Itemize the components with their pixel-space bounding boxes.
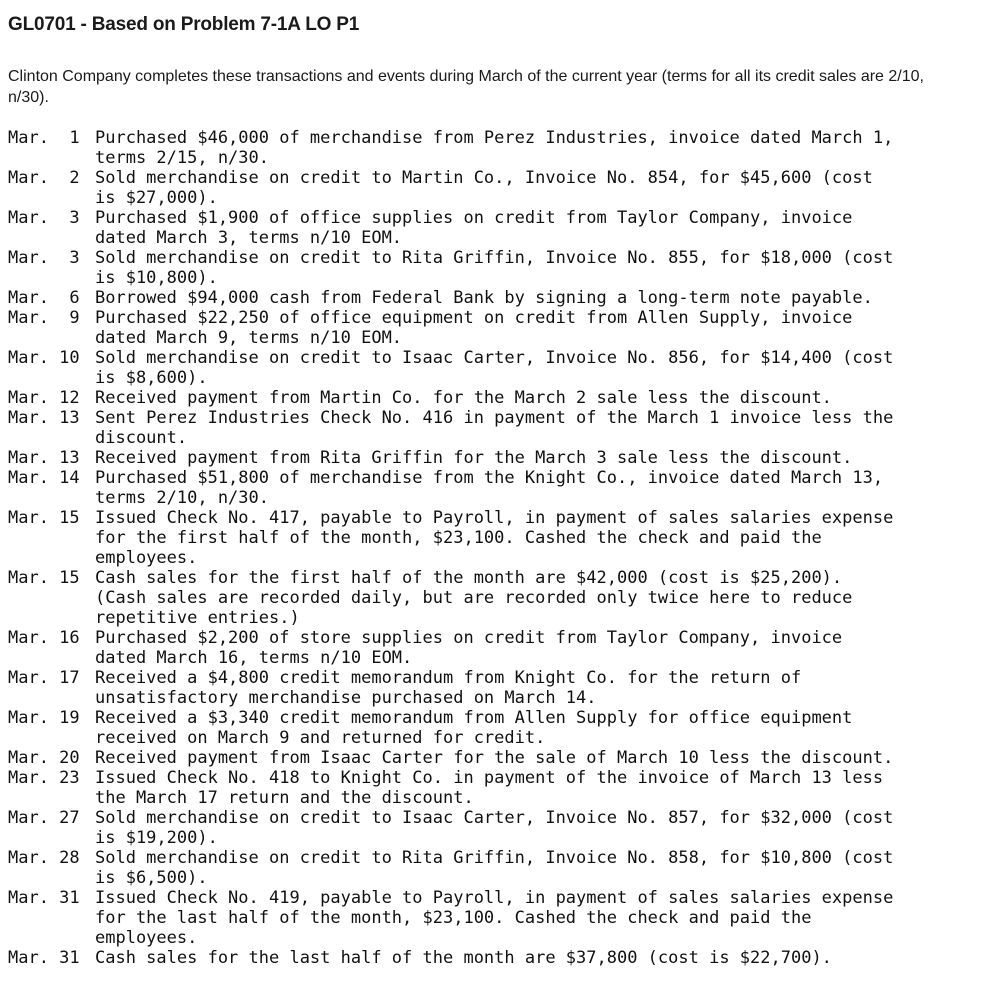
transaction-date: Mar. 15 [8,568,80,588]
transaction-date: Mar. 12 [8,388,80,408]
transaction-item [8,248,978,288]
transaction-item [8,208,978,248]
transaction-item [8,308,978,348]
transaction-text: Received payment from Isaac Carter for the sale of March 10 less the discount. [95,748,894,768]
transaction-text: Received a $4,800 credit memorandum from Knight Co. for the return of unsatisfactory merchandise purchased on March 14. [95,668,802,708]
transaction-item [8,128,978,168]
transaction-text: Purchased $22,250 of office equipment on credit from Allen Supply, invoice dated March 9, terms n/10 EOM. [95,308,853,348]
transaction-date: Mar. 19 [8,708,80,728]
intro-paragraph: Clinton Company completes these transactions and events during March of the current year (terms for all its credit sales are 2/10, n/30). [8,68,924,106]
transaction-text: Sold merchandise on credit to Isaac Carter, Invoice No. 857, for $32,000 (cost is $19,200). [95,808,894,848]
transaction-text: Received a $3,340 credit memorandum from Allen Supply for office equipment received on March 9 and returned for credit. [95,708,853,748]
transaction-date: Mar. 20 [8,748,80,768]
transaction-date: Mar. 10 [8,348,80,368]
transaction-date: Mar. 9 [8,308,80,328]
transaction-item [8,708,978,748]
transaction-item [8,508,978,568]
transaction-item [8,888,978,948]
transaction-text: Purchased $51,800 of merchandise from the Knight Co., invoice dated March 13, terms 2/10, n/30. [95,468,884,508]
transaction-text: Borrowed $94,000 cash from Federal Bank by signing a long-term note payable. [95,288,873,308]
transaction-text: Cash sales for the last half of the month are $37,800 (cost is $22,700). [95,948,832,968]
transaction-date: Mar. 15 [8,508,80,528]
transaction-date: Mar. 31 [8,948,80,968]
transaction-item [8,848,978,888]
transaction-item [8,468,978,508]
transaction-text: Issued Check No. 419, payable to Payroll, in payment of sales salaries expense for the last half of the month, $23,100. Cashed the check and paid the employees. [95,888,894,948]
transaction-text: Received payment from Martin Co. for the March 2 sale less the discount. [95,388,832,408]
transaction-text: Issued Check No. 417, payable to Payroll, in payment of sales salaries expense for the first half of the month, $23,100. Cashed the check and paid the employees. [95,508,894,568]
transaction-date: Mar. 2 [8,168,80,188]
transaction-date: Mar. 28 [8,848,80,868]
transaction-text: Sold merchandise on credit to Rita Griffin, Invoice No. 855, for $18,000 (cost is $10,800). [95,248,894,288]
transaction-date: Mar. 27 [8,808,80,828]
transaction-item [8,808,978,848]
transaction-item [8,288,978,308]
transaction-date: Mar. 1 [8,128,80,148]
transaction-date: Mar. 6 [8,288,80,308]
transaction-list [8,128,978,968]
transaction-item [8,768,978,808]
page-title: GL0701 - Based on Problem 7-1A LO P1 [8,14,360,35]
transaction-item [8,448,978,468]
transaction-date: Mar. 23 [8,768,80,788]
transaction-item [8,668,978,708]
transaction-date: Mar. 3 [8,208,80,228]
transaction-text: Sold merchandise on credit to Isaac Carter, Invoice No. 856, for $14,400 (cost is $8,600). [95,348,894,388]
transaction-date: Mar. 31 [8,888,80,908]
transaction-date: Mar. 13 [8,448,80,468]
transaction-item [8,408,978,448]
transaction-text: Sent Perez Industries Check No. 416 in payment of the March 1 invoice less the discount. [95,408,894,448]
transaction-item [8,168,978,208]
transaction-date: Mar. 16 [8,628,80,648]
transaction-text: Purchased $46,000 of merchandise from Perez Industries, invoice dated March 1, terms 2/15, n/30. [95,128,894,168]
transaction-item [8,628,978,668]
transaction-text: Received payment from Rita Griffin for the March 3 sale less the discount. [95,448,853,468]
transaction-item [8,348,978,388]
transaction-date: Mar. 13 [8,408,80,428]
transaction-item [8,388,978,408]
transaction-text: Purchased $1,900 of office supplies on credit from Taylor Company, invoice dated March 3, terms n/10 EOM. [95,208,853,248]
transaction-text: Sold merchandise on credit to Rita Griffin, Invoice No. 858, for $10,800 (cost is $6,500). [95,848,894,888]
transaction-item [8,568,978,628]
transaction-date: Mar. 14 [8,468,80,488]
transaction-text: Issued Check No. 418 to Knight Co. in payment of the invoice of March 13 less the March 17 return and the discount. [95,768,884,808]
transaction-text: Purchased $2,200 of store supplies on credit from Taylor Company, invoice dated March 16, terms n/10 EOM. [95,628,843,668]
transaction-item [8,748,978,768]
transaction-text: Cash sales for the first half of the month are $42,000 (cost is $25,200). (Cash sales are recorded daily, but are recorded only twice here to reduce repetitive entries.) [95,568,853,628]
transaction-text: Sold merchandise on credit to Martin Co., Invoice No. 854, for $45,600 (cost is $27,000). [95,168,873,208]
transaction-item [8,948,978,968]
transaction-date: Mar. 3 [8,248,80,268]
transaction-date: Mar. 17 [8,668,80,688]
